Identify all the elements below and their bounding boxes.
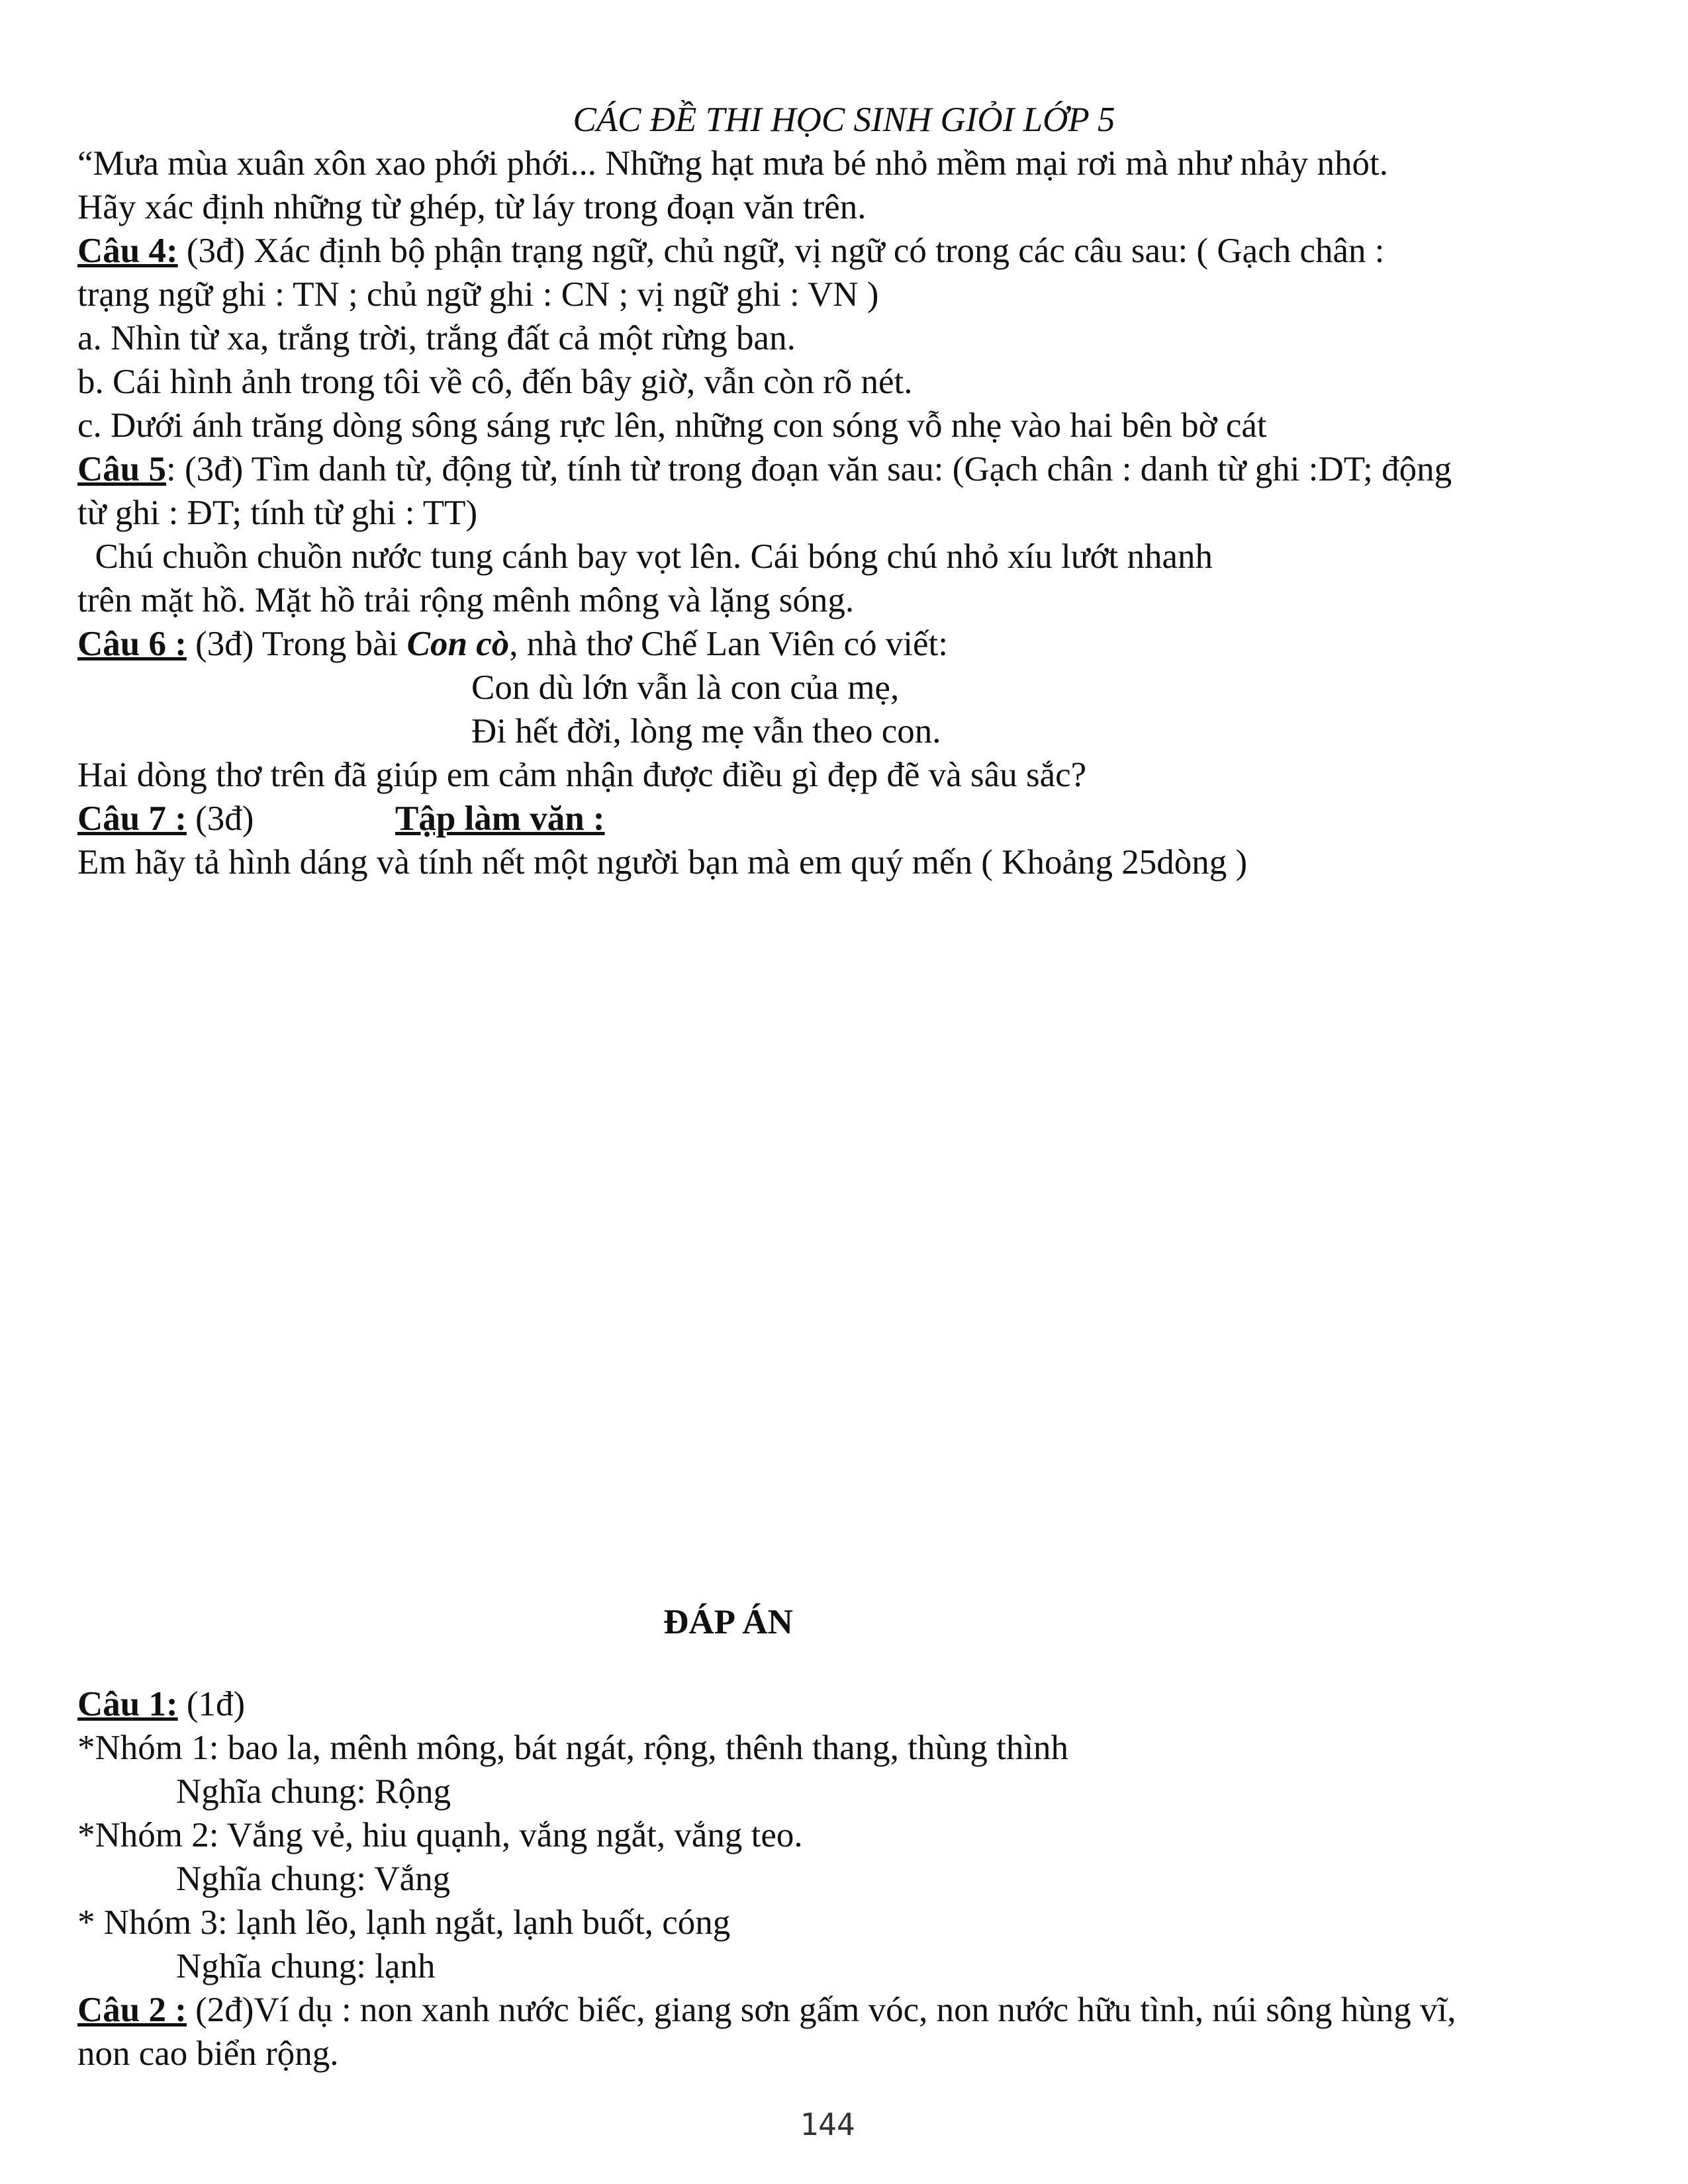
question-7-line-1 xyxy=(77,797,254,841)
answer-2-line-2: non cao biển rộng. xyxy=(77,2034,339,2073)
question-6-line-1 xyxy=(77,622,948,666)
question-6-text-pre: (3đ) Trong bài xyxy=(186,625,407,663)
intro-line-1: “Mưa mùa xuân xôn xao phới phới... Những hạt mưa bé nhỏ mềm mại rơi mà như nhảy nhót. xyxy=(77,144,1389,183)
question-4-item-c: c. Dưới ánh trăng dòng sông sáng rực lên, những con sóng vỗ nhẹ vào hai bên bờ cát xyxy=(77,406,1267,445)
question-7-text: Em hãy tả hình dáng và tính nết một người bạn mà em quý mến ( Khoảng 25dòng ) xyxy=(77,843,1248,882)
question-4-text-1: (3đ) Xác định bộ phận trạng ngữ, chủ ngữ, vị ngữ có trong các câu sau: ( Gạch chân : xyxy=(177,232,1385,270)
question-7-section xyxy=(395,797,605,841)
question-4-item-b: b. Cái hình ảnh trong tôi về cô, đến bây giờ, vẫn còn rõ nét. xyxy=(77,363,913,401)
answer-2-label: Câu 2 : xyxy=(77,1991,187,2029)
question-4-line-2: trạng ngữ ghi : TN ; chủ ngữ ghi : CN ; vị ngữ ghi : VN ) xyxy=(77,275,879,314)
answer-1-group-1: *Nhóm 1: bao la, mênh mông, bát ngát, rộng, thênh thang, thùng thình xyxy=(77,1729,1069,1767)
answer-1-group-3-meaning: Nghĩa chung: lạnh xyxy=(176,1947,436,1985)
poem-verse-2: Đi hết đời, lòng mẹ vẫn theo con. xyxy=(471,712,941,751)
page-number: 144 xyxy=(800,2107,855,2142)
question-5-passage-2: trên mặt hồ. Mặt hồ trải rộng mênh mông và lặng sóng. xyxy=(77,581,855,619)
answer-2-line-1 xyxy=(77,1988,1456,2032)
question-4-label: Câu 4: xyxy=(77,232,178,270)
question-5-line-1 xyxy=(77,447,1452,491)
question-5-passage-1: Chú chuồn chuồn nước tung cánh bay vọt lên. Cái bóng chú nhỏ xíu lướt nhanh xyxy=(77,537,1213,576)
question-5-text-1: : (3đ) Tìm danh từ, động từ, tính từ trong đoạn văn sau: (Gạch chân : danh từ ghi :DT; động xyxy=(166,450,1452,488)
answer-1-label: Câu 1: xyxy=(77,1685,178,1723)
answer-1-group-2: *Nhóm 2: Vắng vẻ, hiu quạnh, vắng ngắt, vắng teo. xyxy=(77,1816,803,1854)
poem-title: Con cò xyxy=(406,625,510,663)
page-header: CÁC ĐỀ THI HỌC SINH GIỎI LỚP 5 xyxy=(573,101,1115,139)
question-4-line-1 xyxy=(77,229,1385,273)
question-6-label: Câu 6 : xyxy=(77,625,187,663)
answer-1-points: (1đ) xyxy=(177,1685,246,1723)
answer-1-group-3: * Nhóm 3: lạnh lẽo, lạnh ngắt, lạnh buốt, cóng xyxy=(77,1903,731,1942)
question-7-points: (3đ) xyxy=(186,799,254,838)
question-4-item-a: a. Nhìn từ xa, trắng trời, trắng đất cả một rừng ban. xyxy=(77,319,796,357)
question-7-label: Câu 7 : xyxy=(77,799,187,838)
answer-1-group-1-meaning: Nghĩa chung: Rộng xyxy=(176,1772,451,1811)
intro-line-2: Hãy xác định những từ ghép, từ láy trong đoạn văn trên. xyxy=(77,188,867,226)
section-title: Tập làm văn : xyxy=(395,799,605,838)
answer-2-text-1: (2đ)Ví dụ : non xanh nước biếc, giang sơn gấm vóc, non nước hữu tình, núi sông hùng vĩ, xyxy=(186,1991,1456,2029)
question-6-text-post: , nhà thơ Chế Lan Viên có viết: xyxy=(509,625,948,663)
question-5-label: Câu 5 xyxy=(77,450,167,488)
poem-verse-1: Con dù lớn vẫn là con của mẹ, xyxy=(471,668,900,707)
answer-1-group-2-meaning: Nghĩa chung: Vắng xyxy=(176,1860,451,1898)
question-6-question: Hai dòng thơ trên đã giúp em cảm nhận được điều gì đẹp đẽ và sâu sắc? xyxy=(77,756,1087,794)
question-5-line-2: từ ghi : ĐT; tính từ ghi : TT) xyxy=(77,494,478,532)
answer-heading: ĐÁP ÁN xyxy=(663,1603,793,1641)
answer-1-line xyxy=(77,1682,245,1726)
